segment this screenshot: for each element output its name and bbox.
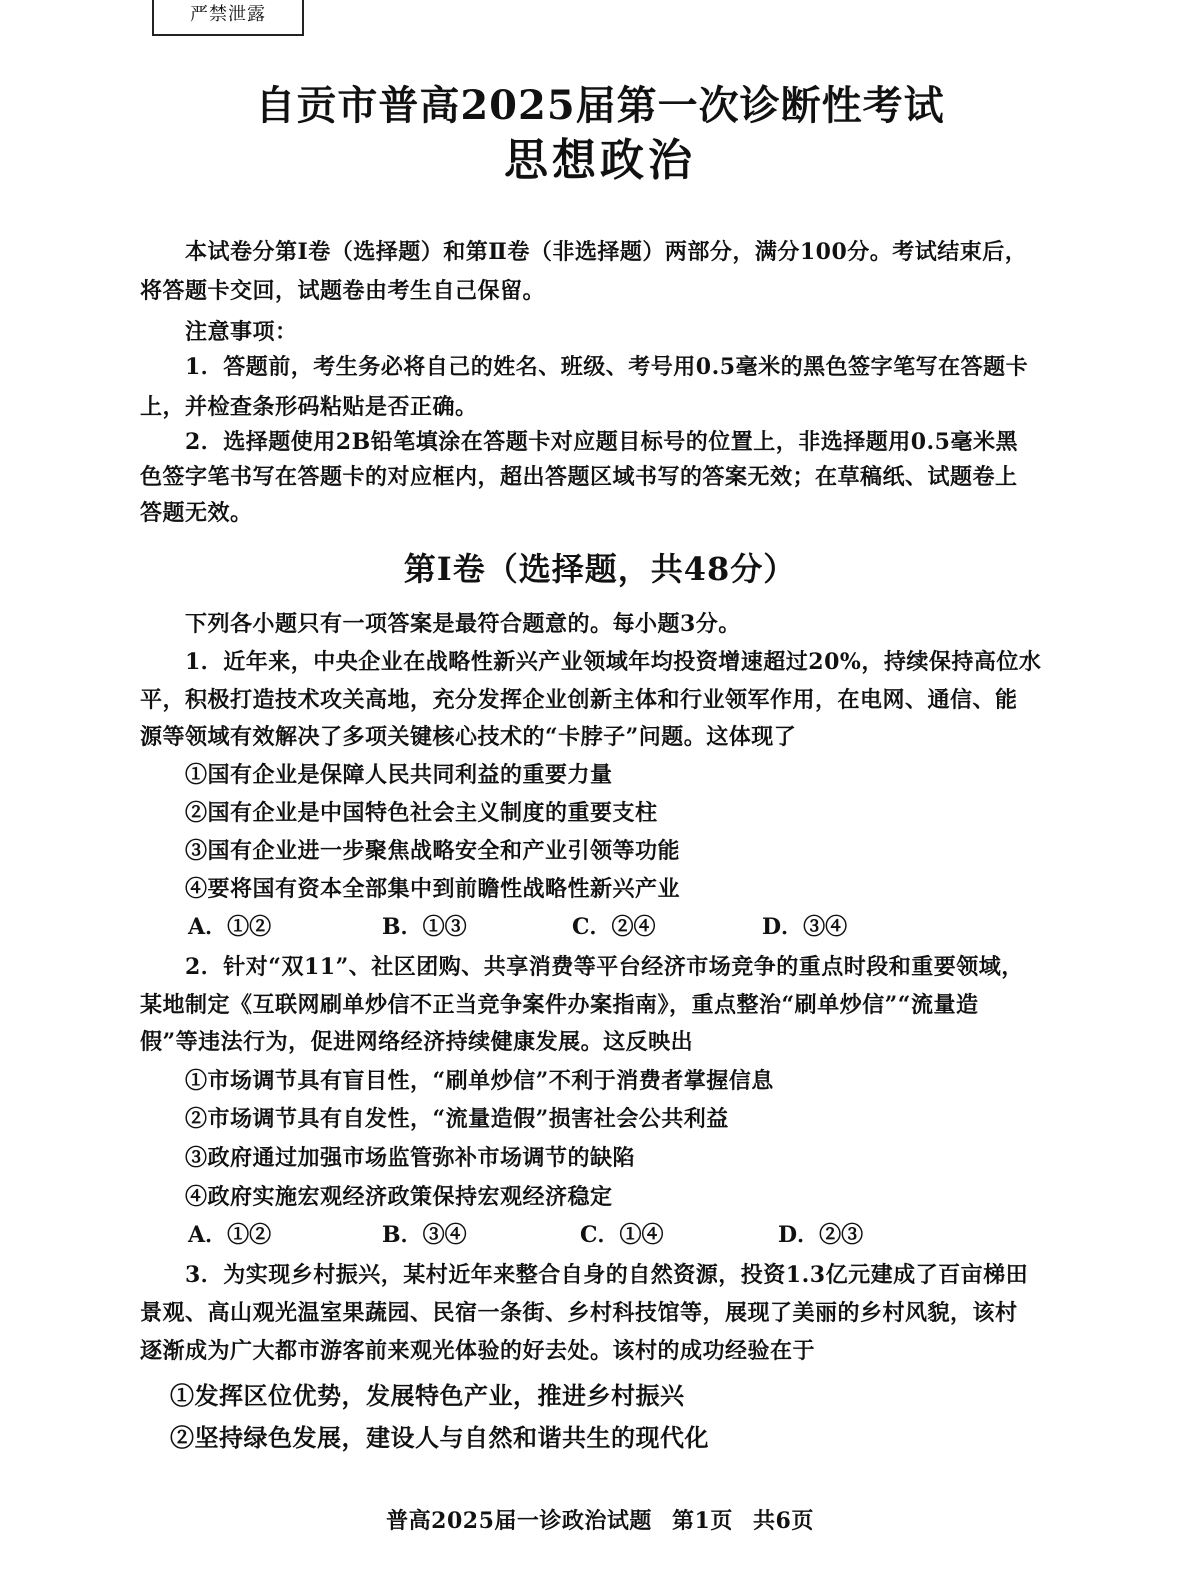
question-2-item: ②市场调节具有自发性，“流量造假”损害社会公共利益 (185, 1106, 729, 1132)
question-2-option-a: A．①② (188, 1222, 272, 1248)
footer-exam-name: 普高2025届一诊政治试题 (386, 1508, 652, 1534)
notice-line: 2．选择题使用2B铅笔填涂在答题卡对应题目标号的位置上，非选择题用0.5毫米黑 (185, 429, 1018, 455)
question-2-item: ①市场调节具有盲目性，“刷单炒信”不利于消费者掌握信息 (185, 1068, 774, 1094)
question-1-item: ②国有企业是中国特色社会主义制度的重要支柱 (185, 800, 658, 826)
question-1-stem: 平，积极打造技术攻关高地，充分发挥企业创新主体和行业领军作用，在电网、通信、能 (140, 687, 1018, 713)
notice-line: 色签字笔书写在答题卡的对应框内，超出答题区域书写的答案无效；在草稿纸、试题卷上 (140, 464, 1018, 490)
question-2-item: ③政府通过加强市场监管弥补市场调节的缺陷 (185, 1145, 636, 1171)
question-1-option-d: D．③④ (762, 914, 848, 940)
question-1-option-c: C．②④ (572, 914, 656, 940)
exam-title: 自贡市普高2025届第一次诊断性考试 (255, 82, 945, 129)
question-1-option-a: A．①② (188, 914, 272, 940)
question-2-option-c: C．①④ (580, 1222, 664, 1248)
question-3-item: ②坚持绿色发展，建设人与自然和谐共生的现代化 (170, 1423, 709, 1452)
question-2-option-d: D．②③ (778, 1222, 864, 1248)
question-1-option-b: B．①③ (382, 914, 467, 940)
question-2-stem: 2．针对“双11”、社区团购、共享消费等平台经济市场竞争的重点时段和重要领域， (185, 954, 1024, 980)
question-1-item: ③国有企业进一步聚焦战略安全和产业引领等功能 (185, 838, 681, 864)
confidential-stamp: 严禁泄露 (152, 0, 304, 36)
intro-line: 本试卷分第Ⅰ卷（选择题）和第Ⅱ卷（非选择题）两部分，满分100分。考试结束后， (185, 239, 1028, 265)
notice-line: 1．答题前，考生务必将自己的姓名、班级、考号用0.5毫米的黑色签字笔写在答题卡 (185, 354, 1029, 380)
footer-total-pages: 共6页 (753, 1508, 814, 1534)
question-2-option-b: B．③④ (382, 1222, 467, 1248)
footer-page-number: 第1页 (672, 1508, 733, 1534)
section-title: 第Ⅰ卷（选择题，共48分） (403, 550, 797, 588)
question-1-stem: 1．近年来，中央企业在战略性新兴产业领域年均投资增速超过20%，持续保持高位水 (185, 649, 1042, 675)
question-1-item: ④要将国有资本全部集中到前瞻性战略性新兴产业 (185, 876, 681, 902)
section-instruction: 下列各小题只有一项答案是最符合题意的。每小题3分。 (185, 611, 741, 637)
notice-line: 答题无效。 (140, 500, 253, 526)
question-3-stem: 景观、高山观光温室果蔬园、民宿一条街、乡村科技馆等，展现了美丽的乡村风貌，该村 (140, 1300, 1018, 1326)
question-1-stem: 源等领域有效解决了多项关键核心技术的“卡脖子”问题。这体现了 (140, 724, 797, 750)
question-3-stem: 逐渐成为广大都市游客前来观光体验的好去处。该村的成功经验在于 (140, 1338, 816, 1364)
question-3-stem: 3．为实现乡村振兴，某村近年来整合自身的自然资源，投资1.3亿元建成了百亩梯田 (185, 1262, 1029, 1288)
notice-heading: 注意事项： (185, 319, 298, 345)
question-3-item: ①发挥区位优势，发展特色产业，推进乡村振兴 (170, 1381, 685, 1410)
page-footer (0, 1504, 1200, 1535)
question-2-item: ④政府实施宏观经济政策保持宏观经济稳定 (185, 1184, 613, 1210)
question-1-item: ①国有企业是保障人民共同利益的重要力量 (185, 762, 613, 788)
subject-title: 思想政治 (504, 135, 696, 186)
notice-line: 上，并检查条形码粘贴是否正确。 (140, 394, 478, 420)
question-2-stem: 假”等违法行为，促进网络经济持续健康发展。这反映出 (140, 1029, 694, 1055)
intro-line: 将答题卡交回，试题卷由考生自己保留。 (140, 278, 546, 304)
question-2-stem: 某地制定《互联网刷单炒信不正当竞争案件办案指南》，重点整治“刷单炒信”“流量造 (140, 992, 979, 1018)
